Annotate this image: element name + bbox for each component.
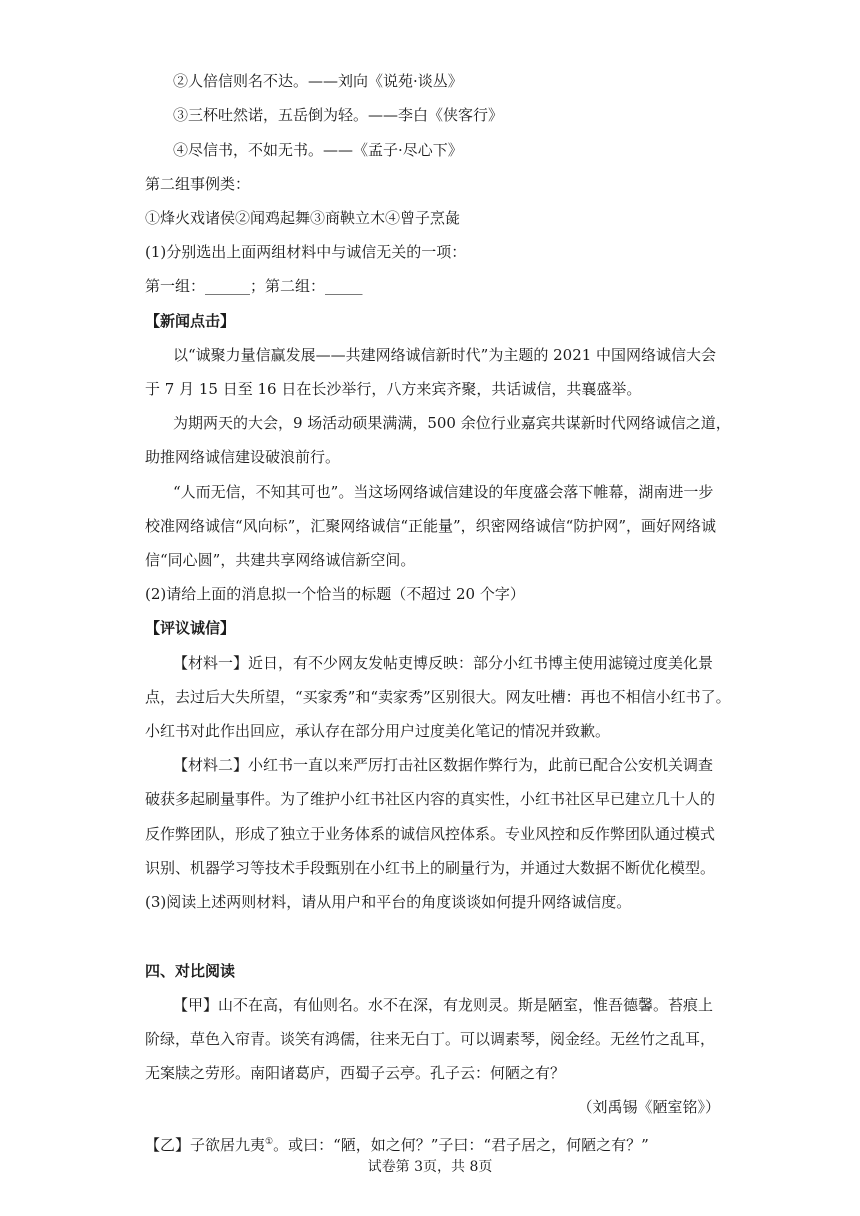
material-line: 破获多起刷量事件。为了维护小红书社区内容的真实性，小红书社区早已建立几十人的 [145,790,716,808]
news-line: 为期两天的大会，9 场活动硕果满满，500 余位行业嘉宾共谋新时代网络诚信之道， [173,414,731,432]
quote-2: ②人倍信则名不达。——刘向《说苑·谈丛》 [173,72,463,90]
footnote-marker: ① [265,1137,274,1147]
question-1: (1)分别选出上面两组材料中与诚信无关的一项： [145,243,467,261]
material-line: 反作弊团队，形成了独立于业务体系的诚信风控体系。专业风控和反作弊团队通过模式 [145,825,716,843]
jia-line: 【甲】山不在高，有仙则名。水不在深，有龙则灵。斯是陋室，惟吾德馨。苔痕上 [173,996,714,1014]
yi-line [145,1131,649,1156]
section-4-title: 四、对比阅读 [145,962,236,980]
material-line: 【材料二】小红书一直以来严厉打击社区数据作弊行为，此前已配合公安机关调查 [173,756,714,774]
news-line: 以“诚聚力量信赢发展——共建网络诚信新时代”为主题的 2021 中国网络诚信大会 [173,346,717,364]
news-line: 助推网络诚信建设破浪前行。 [145,448,341,466]
material-line: 小红书对此作出回应，承认存在部分用户过度美化笔记的情况并致歉。 [145,722,611,740]
group2-items: ①烽火戏诸侯②闻鸡起舞③商鞅立木④曾子烹彘 [145,209,461,227]
news-line: “人而无信，不知其可也”。当这场网络诚信建设的年度盛会落下帷幕，湖南进一步 [173,483,714,501]
news-line: 于 7 月 15 日至 16 日在长沙举行，八方来宾齐聚，共话诚信，共襄盛举。 [145,380,642,398]
material-line: 识别、机器学习等技术手段甄别在小红书上的刷量行为，并通过大数据不断优化模型。 [145,859,716,877]
jia-source: （刘禹锡《陋室铭》） [577,1098,720,1116]
yi-line-end: 。或曰：“陋，如之何？”子曰：“君子居之，何陋之有？” [273,1136,649,1154]
news-line: 信“同心圆”，共建共享网络诚信新空间。 [145,551,416,569]
material-line: 点，去过后大失所望，“买家秀”和“卖家秀”区别很大。网友吐槽：再也不相信小红书了。 [145,688,731,706]
question-3: (3)阅读上述两则材料，请从用户和平台的角度谈谈如何提升网络诚信度。 [145,893,632,911]
news-heading: 【新闻点击】 [145,312,236,330]
page-footer: 试卷第 3页，共 8页 [367,1159,493,1175]
question-1-answer: 第一组：______；第二组：_____ [145,277,363,295]
yi-line-start: 【乙】子欲居九夷 [145,1136,266,1154]
material-line: 【材料一】近日，有不少网友发帖吏博反映：部分小红书博主使用滤镜过度美化景 [173,654,714,672]
quote-4: ④尽信书，不如无书。——《孟子·尽心下》 [173,141,463,159]
group2-label: 第二组事例类： [145,175,251,193]
quote-3: ③三杯吐然诺，五岳倒为轻。——李白《侠客行》 [173,106,504,124]
jia-line: 阶绿，草色入帘青。谈笑有鸿儒，往来无白丁。可以调素琴，阅金经。无丝竹之乱耳， [145,1030,716,1048]
question-2: (2)请给上面的消息拟一个恰当的标题（不超过 20 个字） [145,585,525,603]
news-line: 校准网络诚信“风向标”，汇聚网络诚信“正能量”，织密网络诚信“防护网”，画好网络诚 [145,517,717,535]
jia-line: 无案牍之劳形。南阳诸葛庐，西蜀子云亭。孔子云：何陋之有？ [145,1064,566,1082]
comment-heading: 【评议诚信】 [145,619,236,637]
